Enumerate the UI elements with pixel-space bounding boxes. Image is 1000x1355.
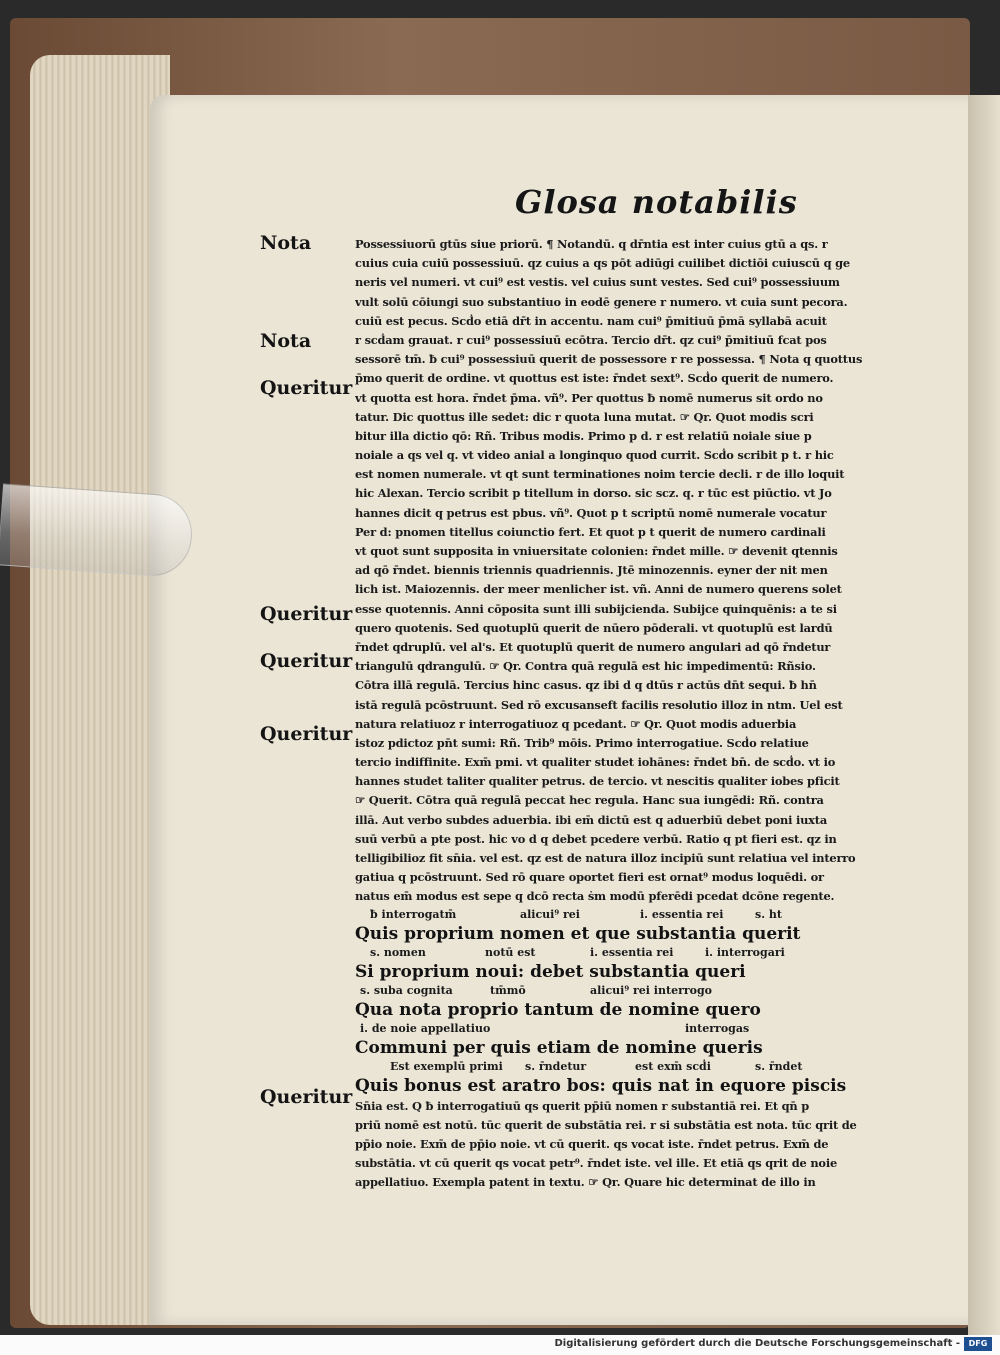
interlinear-gloss	[355, 907, 930, 923]
text-line: esse quotennis. Anni cōposita sunt illi subijcienda. Subijce quinquēnis: a te si	[355, 601, 837, 616]
text-line: vt quotta est hora. r̄ndet p̄ma. vñ⁹. Per quottus ƀ nomē numerus sit ordo no	[355, 390, 823, 405]
dfg-logo: DFG	[964, 1337, 992, 1351]
gloss-word: i. de noie appellatiuo	[360, 1021, 491, 1035]
margin-note: Queritur	[260, 1086, 353, 1108]
text-line: ad qō r̄ndet. biennis triennis quadriennis. Jtē minozennis. eyner der nit men	[355, 563, 828, 578]
gloss-word: s. ht	[755, 907, 782, 921]
text-line: triangulū qdrangulū. ☞ Qr. Contra quā regulā est hic impedimentū: Rñsio.	[355, 659, 816, 674]
page-fore-edge	[30, 55, 170, 1325]
text-line: hic Alexan. Tercio scribit p titellum in dorso. sic scz. q. r tūc est piūctio. vt Jo	[355, 486, 832, 501]
margin-note: Nota	[260, 232, 312, 254]
verse-section	[355, 907, 930, 1097]
verse-line: Si proprium noui: debet substantia queri	[355, 961, 746, 982]
text-line: est nomen numerale. vt qt sunt terminationes noim tercie decli. r de illo loquit	[355, 467, 845, 482]
text-line: hannes studet taliter qualiter petrus. de tercio. vt nescitis qualiter iobes pficit	[355, 774, 840, 789]
text-line: tatur. Dic quottus ille sedet: dic r quota luna mutat. ☞ Qr. Quot modis scri	[355, 409, 814, 424]
glass-page-weight	[0, 483, 195, 578]
interlinear-gloss	[355, 983, 930, 999]
gloss-word: est exm̄ scḋi	[635, 1059, 711, 1073]
text-line: suū verbū a pte post. hic vo d q debet pcedere verbū. Ratio q pt fieri est. qz in	[355, 831, 837, 846]
text-line: natura relatiuoz r interrogatiuoz q pcedant. ☞ Qr. Quot modis aduerbia	[355, 716, 797, 731]
verse-line: Quis proprium nomen et que substantia querit	[355, 923, 801, 944]
body-paragraph-1	[355, 235, 930, 907]
text-line: cuiū est pecus. Scḋo etiā dr̄t in accentu. nam cui⁹ p̄mitiuū p̄mā syllabā acuit	[355, 313, 827, 328]
margin-note: Queritur	[260, 650, 353, 672]
facing-page-edge	[968, 95, 1000, 1335]
body-paragraph-2	[355, 1097, 930, 1193]
gloss-word: i. essentia rei	[590, 945, 674, 959]
text-line: vt quot sunt supposita in vniuersitate colonien: r̄ndet mille. ☞ devenit qtennis	[355, 544, 838, 558]
text-line: bitur illa dictio qō: Rñ. Tribus modis. Primo p d. r est relatiū noiale siue p	[355, 428, 812, 443]
text-line: noiale a qs vel q. vt video anial a longinquo quod currit. Scḋo scribit p t. r hic	[355, 448, 834, 463]
margin-note: Queritur	[260, 603, 353, 625]
text-line: Possessiuorū gtūs siue priorū. ¶ Notandū. q dr̄ntia est inter cuius gtū a qs. r	[355, 237, 828, 251]
gloss-word: s. nomen	[370, 945, 426, 959]
text-line: lich ist. Maiozennis. der meer menlicher ist. vñ. Anni de numero querens solet	[355, 582, 842, 597]
text-line: gatiua q pcōstruunt. Sed rō quare oportet fieri est ornat⁹ modus loquēdi. or	[355, 870, 824, 885]
verse-line: Quis bonus est aratro bos: quis nat in equore piscis	[355, 1075, 847, 1096]
text-line: tercio indiffinite. Exm̄ pmi. vt qualiter studet iohānes: r̄ndet bn̄. de scḋo. vt io	[355, 755, 836, 770]
text-line: p̄mo querit de ordine. vt quottus est iste: r̄ndet sext⁹. Scḋo querit de numero.	[355, 371, 834, 386]
gloss-word: ƀ interrogatm̄	[370, 907, 457, 921]
gloss-word: notū est	[485, 945, 536, 959]
text-line: r̄ndet qdruplū. vel al's. Et quotuplū querit de numero angulari ad qō r̄ndetur	[355, 639, 831, 654]
text-line: istoz pdictoz pn̄t sumi: Rñ. Trib⁹ mōis. Primo interrogatiue. Scḋo relatiue	[355, 735, 809, 750]
main-text-block	[355, 235, 930, 1193]
text-line: substātia. vt cū querit qs vocat petr⁹. r̄ndet iste. vel ille. Et etiā qs qrit de noie	[355, 1156, 837, 1171]
gloss-word: interrogas	[685, 1021, 750, 1035]
gloss-word: s. r̄ndetur	[525, 1059, 587, 1073]
text-line: telligibilioz fit sn̄ia. vel est. qz est de natura illoz incipiū sunt relatiua vel interro	[355, 851, 856, 865]
text-line: vult solū cōiungi suo substantiuo in eodē genere r numero. vt cuia sunt pecora.	[355, 294, 848, 309]
text-line: sessorē tm̄. ƀ cui⁹ possessiuū querit de possessore r re possessa. ¶ Nota q quottus	[355, 352, 863, 367]
margin-note: Queritur	[260, 723, 353, 745]
text-line: istā regulā pcōstruunt. Sed rō excusanseft facilis resolutio illoz in ntm. Uel est	[355, 697, 843, 712]
text-line: illā. Aut verbo subdes aduerbia. ibi em̄ dictū est q aduerbiū debet poni iuxta	[355, 812, 828, 827]
text-line: quero quotenis. Sed quotuplū querit de nūero pōderali. vt quotuplū est lardū	[355, 620, 833, 635]
page-header: Glosa notabilis	[515, 183, 798, 221]
gloss-word: tm̄mō	[490, 983, 526, 997]
text-line: r scḋam grauat. r cui⁹ possessiuū ecōtra. Tercio dr̄t. qz cui⁹ p̄mitiuū fcat pos	[355, 332, 827, 347]
gloss-word: s. suba cognita	[360, 983, 453, 997]
text-line: Sn̄ia est. Q ƀ interrogatiuū qs querit pp̄iū nomen r substantiā rei. Et qn̄ p	[355, 1098, 810, 1113]
text-line: priū nomē est notū. tūc querit de substātia rei. r si substātia est nota. tūc qrit de	[355, 1117, 857, 1132]
margin-note: Queritur	[260, 377, 353, 399]
gloss-word: s. r̄ndet	[755, 1059, 803, 1073]
interlinear-gloss	[355, 945, 930, 961]
margin-note: Nota	[260, 330, 312, 352]
text-line: Cōtra illā regulā. Tercius hinc casus. qz ibi d q dtūs r actūs dn̄t sequi. ƀ hn̄	[355, 678, 817, 693]
text-line: natus em̄ modus est sepe q dcō recta ṡm modū pferēdi pcedat dcōne regente.	[355, 889, 835, 904]
text-line: ☞ Querit. Cōtra quā regulā peccat hec regula. Hanc sua iungēdi: Rñ. contra	[355, 793, 824, 808]
gloss-word: alicui⁹ rei interrogo	[590, 983, 713, 997]
interlinear-gloss	[355, 1021, 930, 1037]
verse-line: Communi per quis etiam de nomine queris	[355, 1037, 763, 1058]
verse-line: Qua nota proprio tantum de nomine quero	[355, 999, 761, 1020]
interlinear-gloss	[355, 1059, 930, 1075]
gloss-word: Est exemplū primi	[390, 1059, 503, 1073]
gloss-word: alicui⁹ rei	[520, 907, 580, 921]
text-line: Per d: pnomen titellus coiunctio fert. Et quot p t querit de numero cardinali	[355, 524, 826, 539]
text-line: neris vel numeri. vt cui⁹ est vestis. vel cuius sunt vestes. Sed cui⁹ possessiuum	[355, 275, 840, 290]
text-line: appellatiuo. Exempla patent in textu. ☞ Qr. Quare hic determinat de illo in	[355, 1175, 816, 1190]
text-line: cuius cuia cuiū possessiuū. qz cuius a qs pōt adiūgi cuilibet dictiōi cuiuscū q ge	[355, 256, 850, 271]
text-line: hannes dicit q petrus est pbus. vñ⁹. Quot p t scriptū nomē numerale vocatur	[355, 505, 827, 520]
text-line: pp̄io noie. Exm̄ de pp̄io noie. vt cū querit. qs vocat iste. r̄ndet petrus. Exm̄ de	[355, 1136, 829, 1151]
gloss-word: i. essentia rei	[640, 907, 724, 921]
gloss-word: i. interrogari	[705, 945, 785, 959]
funding-credit: Digitalisierung gefördert durch die Deutsche Forschungsgemeinschaft -	[554, 1338, 960, 1349]
footer-bar	[0, 1335, 1000, 1355]
